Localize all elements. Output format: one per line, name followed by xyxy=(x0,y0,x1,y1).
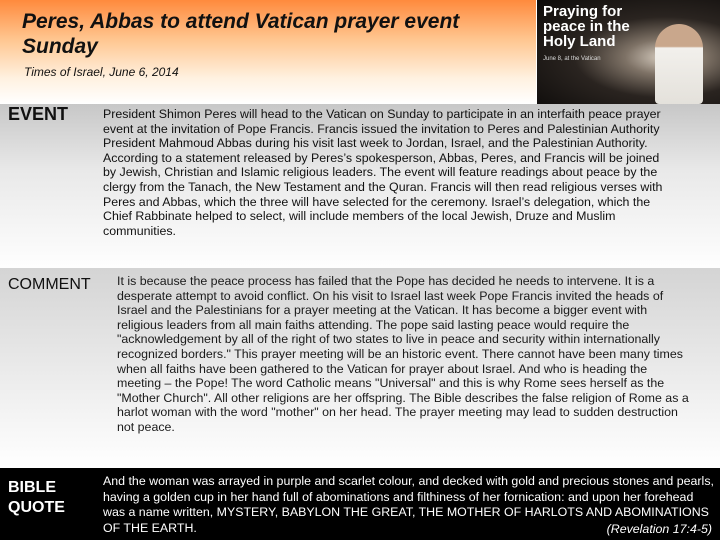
bible-quote-text: And the woman was arrayed in purple and scarlet colour, and decked with gold and precious stones and pearls, having a golden cup in her hand full of abominations and filthiness of her fornication: and upon her forehead was a name written, MYSTERY, BABYLON THE GREAT, THE MOTHER OF HARLOTS AND ABOMINATIONS OF THE EARTH. xyxy=(103,474,714,535)
event-section xyxy=(0,104,720,272)
comment-text: It is because the peace process has failed that the Pope has decided he needs to intervene. It is a desperate attempt to avoid conflict. On his visit to Israel last week Pope Francis invited the heads of Israel and the Palestinians for a prayer meeting at the Vatican. It has become a bigger event with religious leaders from all main faiths attending. The pope said lasting peace would require the "acknowledgement by all of the right of two states to live in peace and security within internationally recognized borders." This prayer meeting will be an historic event. There cannot have been many times when all faiths have been gathered to the Vatican for prayer about Israel. And who is heading the meeting – the Pope! The word Catholic means "Universal" and this is why Rome sees herself as the "Mother Church". All other religions are her offspring. The Bible describes the false religion of Rome as a harlot woman with the word "mother" on her head. The prayer meeting may lead to sudden destruction not peace. xyxy=(117,274,689,434)
header-banner xyxy=(0,0,536,104)
news-photo xyxy=(537,0,720,104)
comment-label: COMMENT xyxy=(8,276,91,293)
photo-subtitle: June 8, at the Vatican xyxy=(543,56,601,62)
photo-title: Praying for peace in the Holy Land xyxy=(543,3,630,50)
source-citation: Times of Israel, June 6, 2014 xyxy=(24,65,179,79)
pope-figure xyxy=(655,24,703,104)
bible-reference: (Revelation 17:4-5) xyxy=(606,522,712,536)
bible-quote-label: BIBLE QUOTE xyxy=(8,479,65,516)
event-text: President Shimon Peres will head to the Vatican on Sunday to participate in an interfaith peace prayer event at the invitation of Pope Francis. Francis issued the invitation to Peres and Palestinian Authority President Mahmoud Abbas during his visit last week to Jordan, Israel, and the Palestinian Authority. According to a statement released by Peres’s spokesperson, Abbas, Peres, and Francis will be joined by Jewish, Christian and Islamic religious leaders. The event will feature readings about peace by the clergy from the Tanach, the New Testament and the Quran. Francis will then read religious verses with Peres and Abbas, which the three will have selected for the ceremony. Israel’s delegation, which the Chief Rabbinate helped to select, will include members of the local Jewish, Druze and Muslim communities. xyxy=(103,107,663,238)
comment-section xyxy=(0,268,720,468)
page-title: Peres, Abbas to attend Vatican prayer event Sunday xyxy=(22,10,460,58)
event-label: EVENT xyxy=(8,104,69,124)
bible-quote-section xyxy=(0,468,720,540)
